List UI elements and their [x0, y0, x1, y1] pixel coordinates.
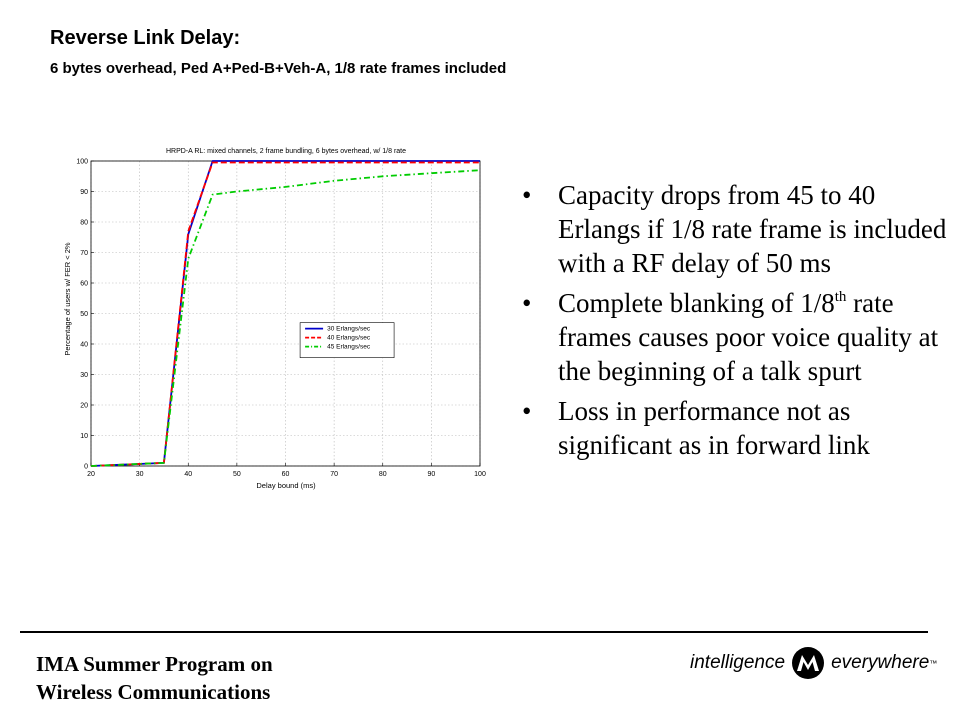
y-tick-label: 100: [76, 158, 88, 166]
legend-label: 45 Erlangs/sec: [327, 343, 371, 351]
bullet-text: Loss in performance not as significant as in forward link: [558, 396, 870, 460]
y-tick-label: 90: [80, 189, 88, 196]
legend-label: 30 Erlangs/sec: [327, 325, 371, 333]
footer-line-1: IMA Summer Program on: [36, 652, 273, 676]
y-tick-label: 80: [80, 219, 88, 227]
chart-title: HRPD-A RL: mixed channels, 2 frame bundling, 6 bytes overhead, w/ 1/8 rate: [165, 148, 407, 155]
bullet-item: [522, 178, 947, 280]
bullet-dot: •: [522, 288, 532, 318]
x-tick-label: 20: [87, 471, 95, 478]
bullet-text: Capacity drops from 45 to 40 Erlangs if 1/8 rate frame is included with a RF delay of 50 ms: [558, 180, 947, 278]
footer-divider: [20, 631, 928, 633]
logo-trademark: ™: [929, 658, 938, 668]
bullet-superscript: th: [834, 289, 847, 305]
y-tick-label: 30: [80, 372, 88, 379]
bullet-list: [522, 178, 947, 468]
y-tick-label: 60: [80, 280, 88, 288]
footer-line-2: Wireless Communications: [36, 680, 271, 704]
x-tick-label: 70: [330, 471, 339, 478]
motorola-batwing-icon: [791, 646, 825, 680]
bullet-text-pre: Complete blanking of 1/8: [558, 288, 835, 318]
legend-label: 40 Erlangs/sec: [327, 334, 371, 342]
x-tick-label: 60: [281, 471, 290, 478]
delay-chart: [58, 132, 498, 494]
brand-logo: [690, 643, 937, 683]
footer-text: [36, 650, 273, 706]
x-tick-label: 40: [184, 471, 193, 478]
y-axis-label: Percentage of users w/ FER < 2%: [63, 242, 72, 356]
logo-text-left: intelligence: [690, 652, 786, 673]
bullet-dot: •: [522, 396, 532, 426]
x-tick-label: 30: [135, 471, 144, 478]
bullet-item: [522, 394, 947, 462]
y-tick-label: 0: [84, 463, 88, 471]
y-tick-label: 50: [80, 311, 88, 318]
bullet-dot: •: [522, 180, 532, 210]
bullet-item: [522, 286, 947, 388]
y-tick-label: 20: [80, 402, 88, 410]
x-tick-label: 100: [474, 471, 486, 478]
logo-text-right: everywhere: [831, 652, 930, 673]
x-tick-label: 50: [232, 471, 241, 478]
x-axis-label: Delay bound (ms): [256, 481, 316, 490]
x-tick-label: 80: [378, 471, 387, 478]
x-tick-label: 90: [427, 471, 436, 478]
y-tick-label: 10: [80, 433, 88, 440]
y-tick-label: 70: [80, 250, 88, 257]
slide-title: Reverse Link Delay:: [50, 27, 241, 49]
bullet-text-post: rate frames causes poor voice quality at the beginning of a talk spurt: [558, 288, 939, 386]
y-tick-label: 40: [80, 341, 88, 349]
slide-subtitle: 6 bytes overhead, Ped A+Ped-B+Veh-A, 1/8 rate frames included: [50, 60, 507, 77]
